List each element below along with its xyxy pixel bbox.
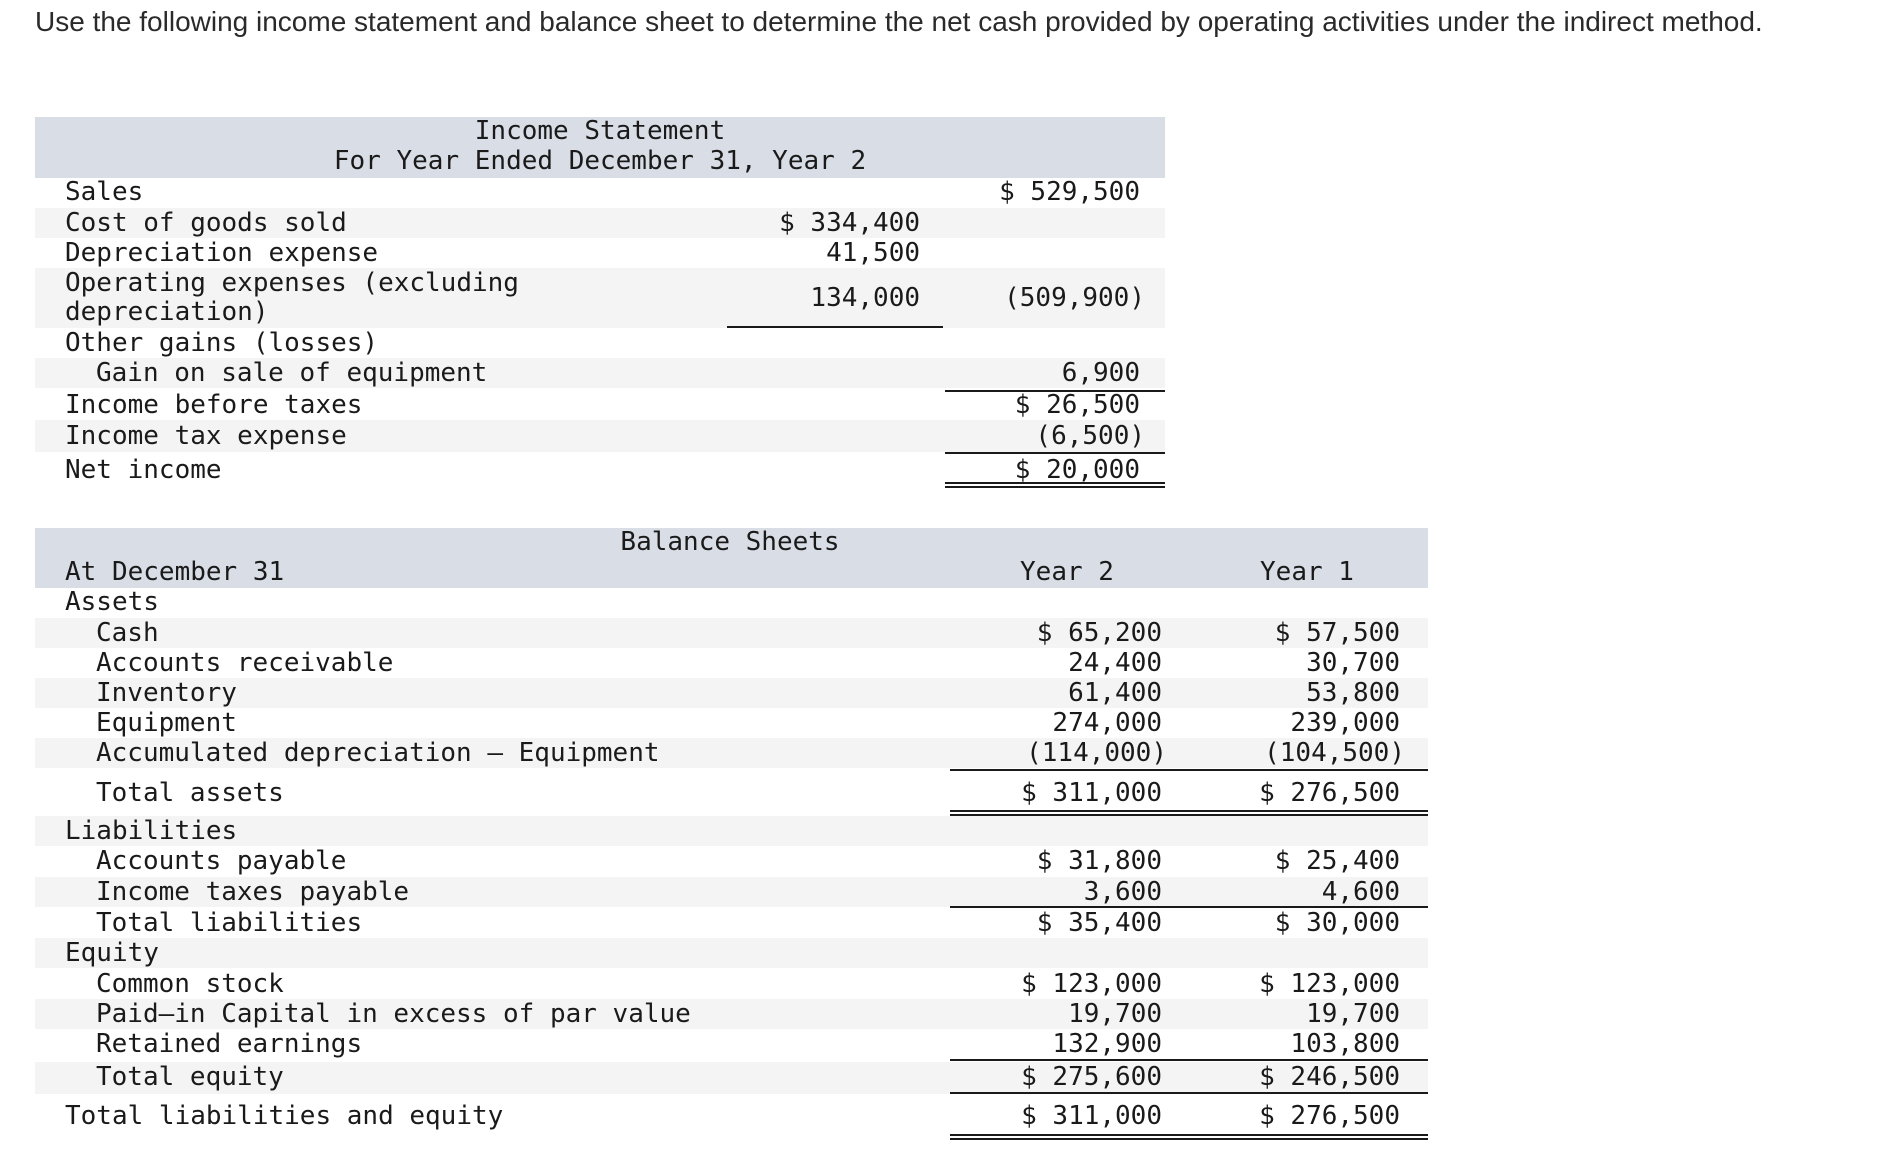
cash-y2: $ 65,200 bbox=[1036, 618, 1162, 648]
ar-y2: 24,400 bbox=[1068, 648, 1162, 678]
underline bbox=[727, 326, 943, 328]
inventory-label: Inventory bbox=[96, 678, 237, 708]
underline bbox=[950, 1092, 1428, 1094]
equipment-y2: 274,000 bbox=[1052, 708, 1162, 738]
itp-y1: 4,600 bbox=[1321, 877, 1400, 907]
ap-label: Accounts payable bbox=[96, 846, 347, 876]
total-equity-y1: $ 246,500 bbox=[1259, 1062, 1400, 1092]
depreciation-detail: 41,500 bbox=[826, 238, 920, 268]
cogs-label: Cost of goods sold bbox=[65, 208, 347, 238]
col-year1: Year 1 bbox=[1260, 557, 1354, 587]
double-underline bbox=[950, 810, 1428, 816]
total-equity-y2: $ 275,600 bbox=[1021, 1062, 1162, 1092]
operating-expenses-detail: 134,000 bbox=[810, 283, 920, 313]
operating-expenses-label-1: Operating expenses (excluding bbox=[65, 268, 519, 298]
retained-earnings-y2: 132,900 bbox=[1052, 1029, 1162, 1059]
ar-label: Accounts receivable bbox=[96, 648, 394, 678]
total-assets-y1: $ 276,500 bbox=[1259, 778, 1400, 808]
cogs-detail: $ 334,400 bbox=[779, 208, 920, 238]
equipment-label: Equipment bbox=[96, 708, 237, 738]
paid-in-capital-y2: 19,700 bbox=[1068, 999, 1162, 1029]
ap-y1: $ 25,400 bbox=[1274, 846, 1400, 876]
col-year2: Year 2 bbox=[1020, 557, 1114, 587]
total-liabilities-y1: $ 30,000 bbox=[1274, 908, 1400, 938]
net-income-total: $ 20,000 bbox=[1014, 455, 1140, 485]
itp-y2: 3,600 bbox=[1083, 877, 1162, 907]
underline bbox=[950, 1059, 1428, 1061]
retained-earnings-y1: 103,800 bbox=[1290, 1029, 1400, 1059]
income-tax-total: (6,500) bbox=[1035, 421, 1145, 451]
equity-label: Equity bbox=[65, 938, 159, 968]
underline bbox=[950, 769, 1428, 771]
liabilities-label: Liabilities bbox=[65, 816, 238, 846]
inventory-y1: 53,800 bbox=[1306, 678, 1400, 708]
income-statement-subtitle: For Year Ended December 31, Year 2 bbox=[333, 146, 867, 176]
question-text: Use the following income statement and balance sheet to determine the net cash provided by operating activities under the indirect method. bbox=[35, 6, 1763, 37]
income-before-taxes-total: $ 26,500 bbox=[1014, 390, 1140, 420]
cash-label: Cash bbox=[96, 618, 159, 648]
operating-expenses-label-2: depreciation) bbox=[65, 297, 269, 327]
net-income-label: Net income bbox=[65, 455, 222, 485]
depreciation-label: Depreciation expense bbox=[65, 238, 379, 268]
common-stock-y1: $ 123,000 bbox=[1259, 969, 1400, 999]
accum-dep-y2: (114,000) bbox=[1026, 738, 1167, 768]
common-stock-label: Common stock bbox=[96, 969, 284, 999]
total-liab-equity-y2: $ 311,000 bbox=[1021, 1101, 1162, 1131]
sales-label: Sales bbox=[65, 177, 144, 207]
double-underline bbox=[945, 482, 1165, 488]
income-tax-label: Income tax expense bbox=[65, 421, 347, 451]
total-assets-label: Total assets bbox=[96, 778, 284, 808]
underline bbox=[945, 452, 1165, 454]
equipment-y1: 239,000 bbox=[1290, 708, 1400, 738]
itp-label: Income taxes payable bbox=[96, 877, 410, 907]
inventory-y2: 61,400 bbox=[1068, 678, 1162, 708]
income-before-taxes-label: Income before taxes bbox=[65, 390, 363, 420]
assets-label: Assets bbox=[65, 587, 159, 617]
total-liab-equity-label: Total liabilities and equity bbox=[65, 1101, 504, 1131]
income-statement-title: Income Statement bbox=[474, 116, 726, 146]
paid-in-capital-y1: 19,700 bbox=[1306, 999, 1400, 1029]
sales-total: $ 529,500 bbox=[999, 177, 1140, 207]
gain-equipment-label: Gain on sale of equipment bbox=[96, 358, 488, 388]
ar-y1: 30,700 bbox=[1306, 648, 1400, 678]
ap-y2: $ 31,800 bbox=[1036, 846, 1162, 876]
total-liabilities-y2: $ 35,400 bbox=[1036, 908, 1162, 938]
accum-dep-y1: (104,500) bbox=[1264, 738, 1405, 768]
accum-dep-label: Accumulated depreciation – Equipment bbox=[96, 738, 660, 768]
total-liabilities-label: Total liabilities bbox=[96, 908, 363, 938]
cash-y1: $ 57,500 bbox=[1274, 618, 1400, 648]
balance-sheet-title: Balance Sheets bbox=[620, 527, 840, 557]
operating-expenses-total: (509,900) bbox=[1004, 283, 1145, 313]
other-gains-label: Other gains (losses) bbox=[65, 328, 379, 358]
retained-earnings-label: Retained earnings bbox=[96, 1029, 363, 1059]
paid-in-capital-label: Paid–in Capital in excess of par value bbox=[96, 999, 691, 1029]
total-liab-equity-y1: $ 276,500 bbox=[1259, 1101, 1400, 1131]
total-assets-y2: $ 311,000 bbox=[1021, 778, 1162, 808]
gain-equipment-total: 6,900 bbox=[1061, 358, 1140, 388]
double-underline bbox=[950, 1134, 1428, 1140]
total-equity-label: Total equity bbox=[96, 1062, 284, 1092]
common-stock-y2: $ 123,000 bbox=[1021, 969, 1162, 999]
date-label: At December 31 bbox=[65, 557, 285, 587]
